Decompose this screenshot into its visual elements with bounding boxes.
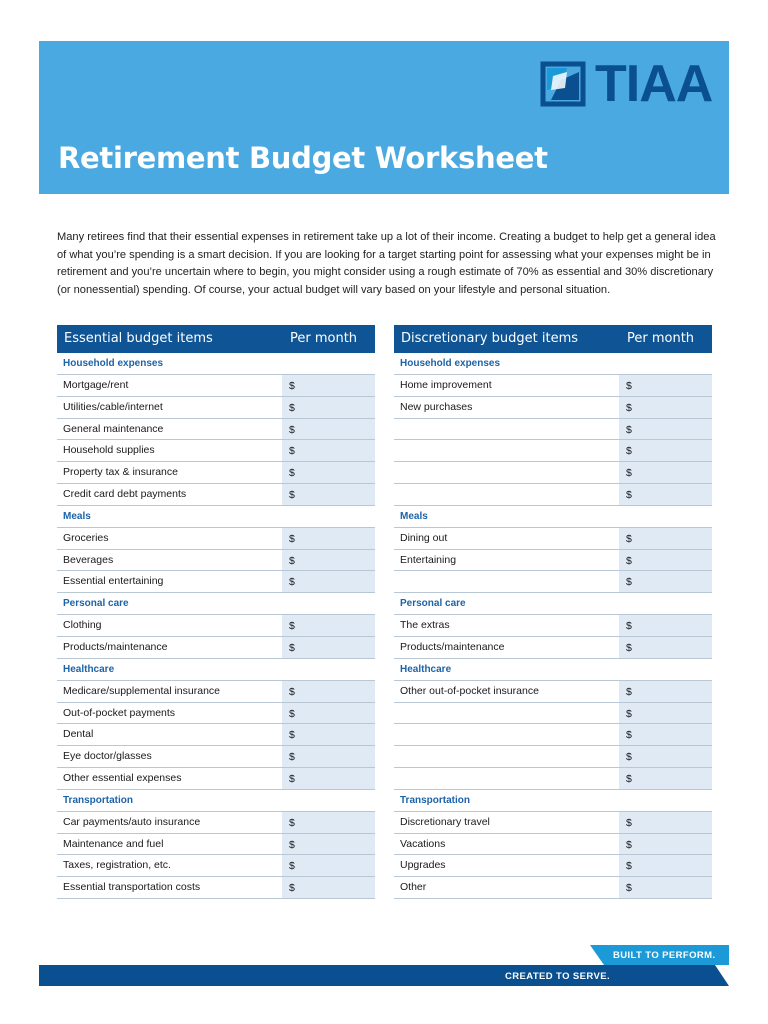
discretionary-budget-table bbox=[394, 325, 712, 899]
row-label: Clothing bbox=[63, 619, 102, 632]
currency-symbol: $ bbox=[289, 423, 295, 436]
table-row bbox=[394, 637, 712, 659]
per-month-heading: Per month bbox=[627, 331, 695, 346]
section-title: Transportation bbox=[63, 794, 134, 806]
row-label: Vacations bbox=[400, 837, 446, 850]
currency-symbol: $ bbox=[626, 860, 632, 873]
table-heading: Discretionary budget items bbox=[401, 331, 579, 346]
section-title: Healthcare bbox=[400, 663, 452, 675]
table-row bbox=[57, 419, 375, 441]
row-label: Property tax & insurance bbox=[63, 466, 178, 479]
table-row bbox=[394, 812, 712, 834]
section-header bbox=[57, 353, 375, 375]
logo-wordmark: TIAA bbox=[595, 55, 713, 113]
row-label: Medicare/supplemental insurance bbox=[63, 684, 221, 697]
tagline-built-to-perform: BUILT TO PERFORM. bbox=[613, 950, 716, 961]
table-row bbox=[57, 615, 375, 637]
currency-symbol: $ bbox=[626, 401, 632, 414]
currency-symbol: $ bbox=[289, 751, 295, 764]
row-label: Home improvement bbox=[400, 379, 492, 391]
amount-field[interactable] bbox=[282, 834, 375, 855]
row-label: Credit card debt payments bbox=[63, 487, 187, 500]
tiaa-logo-mark-icon bbox=[537, 60, 589, 108]
table-row bbox=[57, 571, 375, 593]
currency-symbol: $ bbox=[289, 532, 295, 545]
table-row bbox=[394, 768, 712, 790]
section-header bbox=[394, 506, 712, 528]
amount-field[interactable] bbox=[619, 397, 712, 418]
row-label: Essential entertaining bbox=[63, 575, 164, 588]
currency-symbol: $ bbox=[626, 488, 632, 501]
currency-symbol: $ bbox=[626, 772, 632, 785]
currency-symbol: $ bbox=[626, 685, 632, 698]
currency-symbol: $ bbox=[289, 816, 295, 829]
per-month-heading: Per month bbox=[290, 331, 358, 346]
table-row bbox=[57, 877, 375, 899]
currency-symbol: $ bbox=[289, 554, 295, 567]
page-title: Retirement Budget Worksheet bbox=[58, 141, 548, 175]
currency-symbol: $ bbox=[289, 685, 295, 698]
amount-field[interactable] bbox=[282, 855, 375, 876]
row-label: New purchases bbox=[400, 400, 473, 413]
currency-symbol: $ bbox=[289, 620, 295, 633]
currency-symbol: $ bbox=[626, 641, 632, 654]
currency-symbol: $ bbox=[626, 445, 632, 458]
amount-field[interactable] bbox=[619, 484, 712, 505]
amount-field[interactable] bbox=[282, 746, 375, 767]
amount-field[interactable] bbox=[619, 812, 712, 833]
table-row bbox=[394, 724, 712, 746]
section-header bbox=[57, 659, 375, 681]
amount-field[interactable] bbox=[282, 615, 375, 636]
table-row bbox=[57, 703, 375, 725]
row-label: Products/maintenance bbox=[63, 640, 168, 653]
table-row bbox=[394, 440, 712, 462]
amount-field[interactable] bbox=[619, 440, 712, 461]
amount-field[interactable] bbox=[619, 877, 712, 898]
row-label: General maintenance bbox=[63, 422, 164, 435]
amount-field[interactable] bbox=[282, 550, 375, 571]
currency-symbol: $ bbox=[626, 467, 632, 480]
table-row bbox=[394, 462, 712, 484]
currency-symbol: $ bbox=[289, 445, 295, 458]
tagline-created-to-serve: CREATED TO SERVE. bbox=[505, 971, 610, 982]
row-label: Car payments/auto insurance bbox=[63, 815, 201, 828]
currency-symbol: $ bbox=[289, 838, 295, 851]
row-label: Maintenance and fuel bbox=[63, 837, 164, 850]
currency-symbol: $ bbox=[626, 729, 632, 742]
table-row bbox=[57, 724, 375, 746]
table-row bbox=[57, 812, 375, 834]
currency-symbol: $ bbox=[626, 882, 632, 895]
section-title: Personal care bbox=[63, 598, 129, 610]
amount-field[interactable] bbox=[619, 746, 712, 767]
header-banner bbox=[39, 41, 729, 194]
row-label: Products/maintenance bbox=[400, 640, 505, 653]
row-label: Other bbox=[400, 881, 427, 894]
amount-field[interactable] bbox=[619, 855, 712, 876]
currency-symbol: $ bbox=[626, 707, 632, 720]
table-row bbox=[57, 550, 375, 572]
tiaa-logo bbox=[537, 55, 717, 113]
row-label: Discretionary travel bbox=[400, 815, 490, 828]
row-label: Entertaining bbox=[400, 553, 457, 566]
table-row bbox=[57, 855, 375, 877]
row-label: Taxes, registration, etc. bbox=[63, 859, 171, 872]
row-label: Other essential expenses bbox=[63, 771, 182, 784]
currency-symbol: $ bbox=[289, 576, 295, 589]
table-row bbox=[394, 834, 712, 856]
table-row bbox=[394, 528, 712, 550]
table-row bbox=[57, 681, 375, 703]
table-row bbox=[394, 484, 712, 506]
section-title: Meals bbox=[400, 510, 428, 522]
amount-field[interactable] bbox=[619, 637, 712, 658]
table-header bbox=[394, 325, 712, 353]
table-row bbox=[394, 746, 712, 768]
currency-symbol: $ bbox=[289, 641, 295, 654]
amount-field[interactable] bbox=[619, 462, 712, 483]
table-row bbox=[57, 484, 375, 506]
amount-field[interactable] bbox=[282, 812, 375, 833]
amount-field[interactable] bbox=[282, 703, 375, 724]
currency-symbol: $ bbox=[626, 838, 632, 851]
amount-field[interactable] bbox=[619, 724, 712, 745]
currency-symbol: $ bbox=[626, 620, 632, 633]
amount-field[interactable] bbox=[282, 768, 375, 789]
table-row bbox=[394, 877, 712, 899]
table-row bbox=[394, 571, 712, 593]
table-row bbox=[394, 375, 712, 397]
currency-symbol: $ bbox=[626, 380, 632, 392]
amount-field[interactable] bbox=[619, 528, 712, 549]
amount-field[interactable] bbox=[619, 550, 712, 571]
table-row bbox=[57, 462, 375, 484]
table-row bbox=[394, 855, 712, 877]
section-header bbox=[394, 353, 712, 375]
section-title: Personal care bbox=[400, 598, 466, 610]
amount-field[interactable] bbox=[619, 834, 712, 855]
currency-symbol: $ bbox=[289, 772, 295, 785]
amount-field[interactable] bbox=[619, 571, 712, 592]
row-label: Out-of-pocket payments bbox=[63, 706, 176, 719]
table-row bbox=[57, 834, 375, 856]
row-label: Mortgage/rent bbox=[63, 379, 129, 391]
row-label: Beverages bbox=[63, 553, 114, 566]
row-label: Upgrades bbox=[400, 859, 446, 872]
currency-symbol: $ bbox=[289, 467, 295, 480]
amount-field[interactable] bbox=[282, 484, 375, 505]
amount-field[interactable] bbox=[282, 528, 375, 549]
row-label: Groceries bbox=[63, 531, 109, 544]
table-row bbox=[57, 746, 375, 768]
amount-field[interactable] bbox=[282, 440, 375, 461]
currency-symbol: $ bbox=[626, 816, 632, 829]
amount-field[interactable] bbox=[619, 419, 712, 440]
amount-field[interactable] bbox=[619, 768, 712, 789]
section-header bbox=[57, 593, 375, 615]
table-row bbox=[394, 550, 712, 572]
row-label: Dining out bbox=[400, 531, 448, 544]
amount-field[interactable] bbox=[619, 375, 712, 396]
row-label: Eye doctor/glasses bbox=[63, 750, 152, 763]
amount-field[interactable] bbox=[282, 462, 375, 483]
section-title: Healthcare bbox=[63, 663, 115, 675]
table-row bbox=[394, 419, 712, 441]
table-row bbox=[394, 397, 712, 419]
amount-field[interactable] bbox=[282, 637, 375, 658]
table-row bbox=[57, 637, 375, 659]
currency-symbol: $ bbox=[289, 707, 295, 720]
table-heading: Essential budget items bbox=[64, 331, 213, 346]
row-label: Utilities/cable/internet bbox=[63, 400, 163, 413]
table-header bbox=[57, 325, 375, 353]
table-row bbox=[57, 397, 375, 419]
row-label: The extras bbox=[400, 619, 450, 632]
amount-field[interactable] bbox=[282, 419, 375, 440]
amount-field[interactable] bbox=[619, 681, 712, 702]
table-row bbox=[394, 703, 712, 725]
section-title: Transportation bbox=[400, 794, 471, 806]
currency-symbol: $ bbox=[626, 751, 632, 764]
currency-symbol: $ bbox=[626, 554, 632, 567]
currency-symbol: $ bbox=[289, 488, 295, 501]
currency-symbol: $ bbox=[289, 882, 295, 895]
currency-symbol: $ bbox=[626, 532, 632, 545]
amount-field[interactable] bbox=[282, 877, 375, 898]
section-header bbox=[57, 506, 375, 528]
section-title: Household expenses bbox=[63, 358, 164, 369]
amount-field[interactable] bbox=[619, 703, 712, 724]
table-row bbox=[57, 375, 375, 397]
amount-field[interactable] bbox=[282, 397, 375, 418]
section-header bbox=[394, 659, 712, 681]
row-label: Essential transportation costs bbox=[63, 881, 201, 894]
currency-symbol: $ bbox=[289, 860, 295, 873]
row-label: Other out-of-pocket insurance bbox=[400, 684, 539, 697]
footer-bar bbox=[39, 965, 729, 986]
row-label: Dental bbox=[63, 728, 94, 741]
table-row bbox=[394, 681, 712, 703]
section-header bbox=[394, 790, 712, 812]
amount-field[interactable] bbox=[282, 724, 375, 745]
currency-symbol: $ bbox=[289, 729, 295, 742]
section-header bbox=[57, 790, 375, 812]
table-row bbox=[57, 528, 375, 550]
intro-paragraph: Many retirees find that their essential expenses in retirement take up a lot of their income. Creating a budget to help get a general idea of what you’re spending is a smart decision. If you are looking for a target starting point for assessing what your expenses might be in retirement and you’re uncertain where to begin, you might consider using a rough estimate of 70% as essential and 30% discretionary (or nonessential) spending. Of course, your actual budget will vary based on your lifestyle and personal situation. bbox=[57, 231, 716, 296]
amount-field[interactable] bbox=[282, 375, 375, 396]
amount-field[interactable] bbox=[282, 681, 375, 702]
table-row bbox=[57, 768, 375, 790]
section-title: Household expenses bbox=[400, 358, 501, 369]
currency-symbol: $ bbox=[289, 401, 295, 414]
table-row bbox=[394, 615, 712, 637]
amount-field[interactable] bbox=[282, 571, 375, 592]
currency-symbol: $ bbox=[289, 380, 295, 392]
row-label: Household supplies bbox=[63, 444, 155, 457]
essential-budget-table bbox=[57, 325, 375, 899]
section-header bbox=[394, 593, 712, 615]
section-title: Meals bbox=[63, 510, 91, 522]
currency-symbol: $ bbox=[626, 576, 632, 589]
amount-field[interactable] bbox=[619, 615, 712, 636]
table-row bbox=[57, 440, 375, 462]
currency-symbol: $ bbox=[626, 423, 632, 436]
